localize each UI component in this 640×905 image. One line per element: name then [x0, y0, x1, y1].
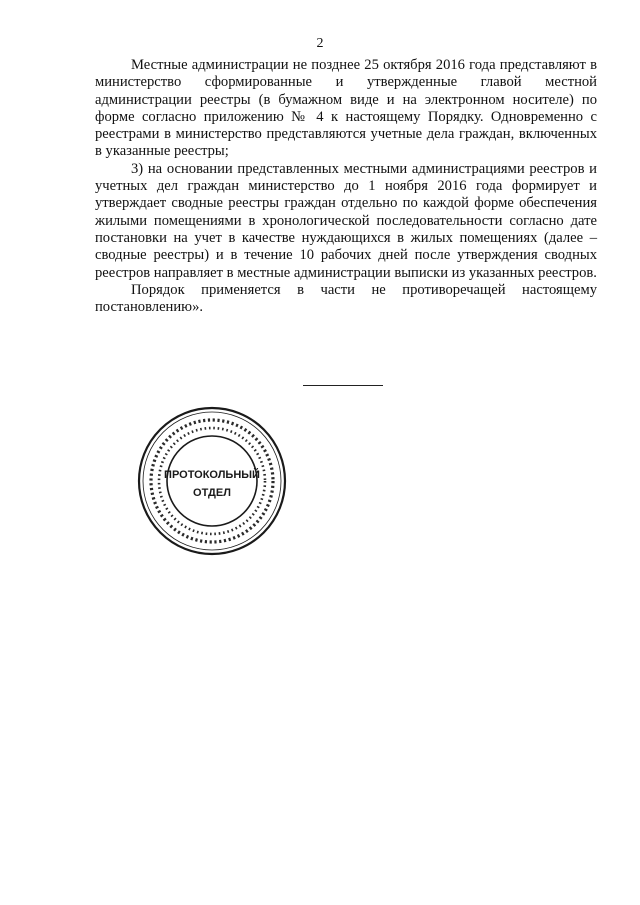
- stamp-outer-ring-inner: [143, 412, 281, 550]
- paragraph-item-3: 3) на основании представленных местными администрациями реестров и учетных дел граждан министерство до 1 ноября 2016 года формирует и утверждает сводные реестры граждан отдельно по каждой форме обеспечения жилыми помещениями в хронологической последовательности согласно дате постановки на учет в качестве нуждающихся в жилых помещениях (далее – сводные реестры) и в течение 10 рабочих дней после утверждения сводных реестров направляет в местные администрации выписки из указанных реестров.: [95, 160, 597, 281]
- end-separator-line: [303, 385, 383, 386]
- stamp-inner-text-line-2: ОТДЕЛ: [193, 487, 231, 499]
- paragraph-procedure-scope: Порядок применяется в части не противоречащей настоящему постановлению».: [95, 281, 597, 316]
- round-seal-stamp-icon: [135, 404, 289, 558]
- page-number: 2: [316, 36, 324, 51]
- stamp-inner-text-line-1: ПРОТОКОЛЬНЫЙ: [164, 469, 260, 481]
- stamp-ring-lettering-pattern: [151, 420, 273, 542]
- document-body: [95, 57, 597, 316]
- paragraph-submission: Местные администрации не позднее 25 октября 2016 года представляют в министерство сформированные и утвержденные главой местной администрации реестры (в бумажном виде и на электронном носителе) по форме согласно приложению № 4 к настоящему Порядку. Одновременно с реестрами в министерство представляются учетные дела граждан, включенных в указанные реестры;: [95, 57, 597, 160]
- stamp-inner-ring: [167, 436, 257, 526]
- stamp-outer-ring: [139, 408, 285, 554]
- stamp-ring-lettering-pattern-inner: [159, 428, 265, 534]
